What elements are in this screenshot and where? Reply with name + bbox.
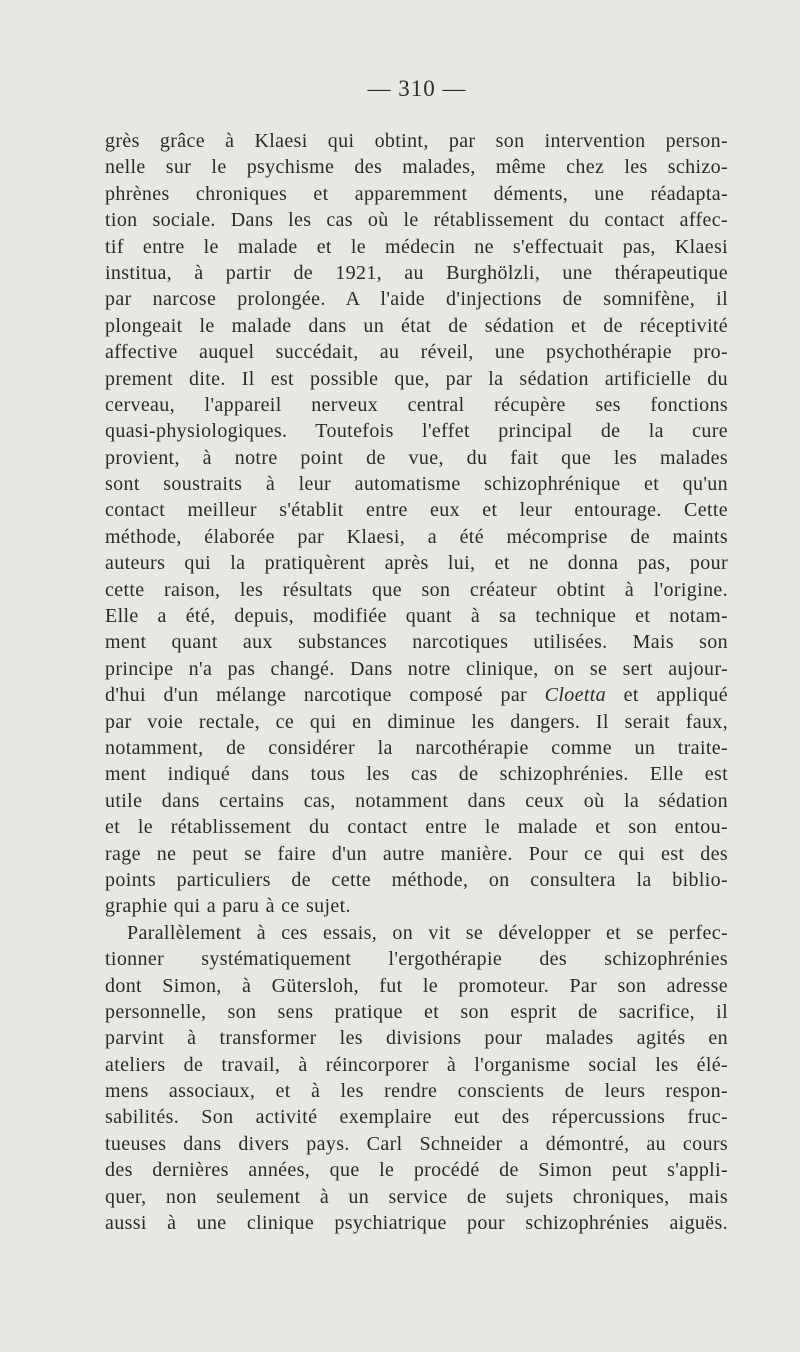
text-line: principe n'a pas changé. Dans notre clinique, on se sert aujour- [105, 657, 728, 680]
page-number: — 310 — [367, 76, 467, 101]
text-line: utile dans certains cas, notamment dans ceux où la sédation [105, 789, 728, 812]
text-line: Parallèlement à ces essais, on vit se développer et se perfec- [127, 921, 728, 944]
text-line: ment quant aux substances narcotiques utilisées. Mais son [105, 631, 728, 654]
text-line: graphie qui a paru à ce sujet. [105, 895, 351, 918]
text-line: ment indiqué dans tous les cas de schizophrénies. Elle est [105, 763, 728, 786]
text-line: parvint à transformer les divisions pour malades agités en [105, 1027, 728, 1050]
text-line: tionner systématiquement l'ergothérapie des schizophrénies [105, 948, 728, 971]
text-line: tif entre le malade et le médecin ne s'effectuait pas, Klaesi [105, 235, 728, 258]
text-line: sabilités. Son activité exemplaire eut des répercussions fruc- [105, 1106, 728, 1129]
text-line: et le rétablissement du contact entre le malade et son entou- [105, 816, 728, 839]
text-line: cette raison, les résultats que son créateur obtint à l'origine. [105, 578, 728, 601]
text-line: auteurs qui la pratiquèrent après lui, et ne donna pas, pour [105, 552, 728, 575]
paragraph-1 [105, 128, 728, 920]
text-line: provient, à notre point de vue, du fait que les malades [105, 446, 728, 469]
text-line: aussi à une clinique psychiatrique pour schizophrénies aiguës. [105, 1212, 728, 1235]
text-line: prement dite. Il est possible que, par la sédation artificielle du [105, 367, 728, 390]
text-line: phrènes chroniques et apparemment déments, une réadapta- [105, 182, 728, 205]
text-line: contact meilleur s'établit entre eux et leur entourage. Cette [105, 499, 728, 522]
text-line: rage ne peut se faire d'un autre manière. Pour ce qui est des [105, 842, 728, 865]
text-line: plongeait le malade dans un état de sédation et de réceptivité [105, 314, 728, 337]
text-line: Elle a été, depuis, modifiée quant à sa technique et notam- [105, 605, 728, 628]
text-line: par narcose prolongée. A l'aide d'injections de somnifène, il [105, 288, 728, 311]
text-segment: d'hui d'un mélange narcotique composé par [105, 684, 528, 707]
italic-name: Cloetta [544, 684, 607, 707]
text-line: méthode, élaborée par Klaesi, a été mécomprise de maints [105, 525, 728, 548]
text-line: institua, à partir de 1921, au Burghölzli, une thérapeutique [105, 261, 728, 284]
text-line: des dernières années, que le procédé de Simon peut s'appli- [105, 1159, 728, 1182]
text-segment: et appliqué [623, 684, 728, 707]
text-line: par voie rectale, ce qui en diminue les dangers. Il serait faux, [105, 710, 728, 733]
text-line: affective auquel succédait, au réveil, une psychothérapie pro- [105, 341, 728, 364]
text-line: sont soustraits à leur automatisme schizophrénique et qu'un [105, 473, 728, 496]
text-line: tion sociale. Dans les cas où le rétablissement du contact affec- [105, 209, 728, 232]
text-line: quer, non seulement à un service de sujets chroniques, mais [105, 1185, 728, 1208]
text-line: grès grâce à Klaesi qui obtint, par son intervention person- [105, 130, 728, 152]
text-line: tueuses dans divers pays. Carl Schneider a démontré, au cours [105, 1132, 728, 1155]
text-line: cerveau, l'appareil nerveux central récupère ses fonctions [105, 393, 728, 416]
text-line: notamment, de considérer la narcothérapie comme un traite- [105, 736, 728, 759]
paragraph-2 [105, 920, 728, 1237]
text-line: dont Simon, à Gütersloh, fut le promoteur. Par son adresse [105, 974, 728, 997]
text-line: points particuliers de cette méthode, on consultera la biblio- [105, 868, 728, 891]
text-line: mens associaux, et à les rendre conscients de leurs respon- [105, 1080, 728, 1103]
text-line: ateliers de travail, à réincorporer à l'organisme social les élé- [105, 1053, 728, 1076]
text-line: personnelle, son sens pratique et son esprit de sacrifice, il [105, 1000, 728, 1023]
text-line-with-italic [105, 682, 728, 708]
text-line: nelle sur le psychisme des malades, même chez les schizo- [105, 156, 728, 179]
body-text [105, 128, 728, 1236]
text-line: quasi-physiologiques. Toutefois l'effet principal de la cure [105, 420, 728, 443]
